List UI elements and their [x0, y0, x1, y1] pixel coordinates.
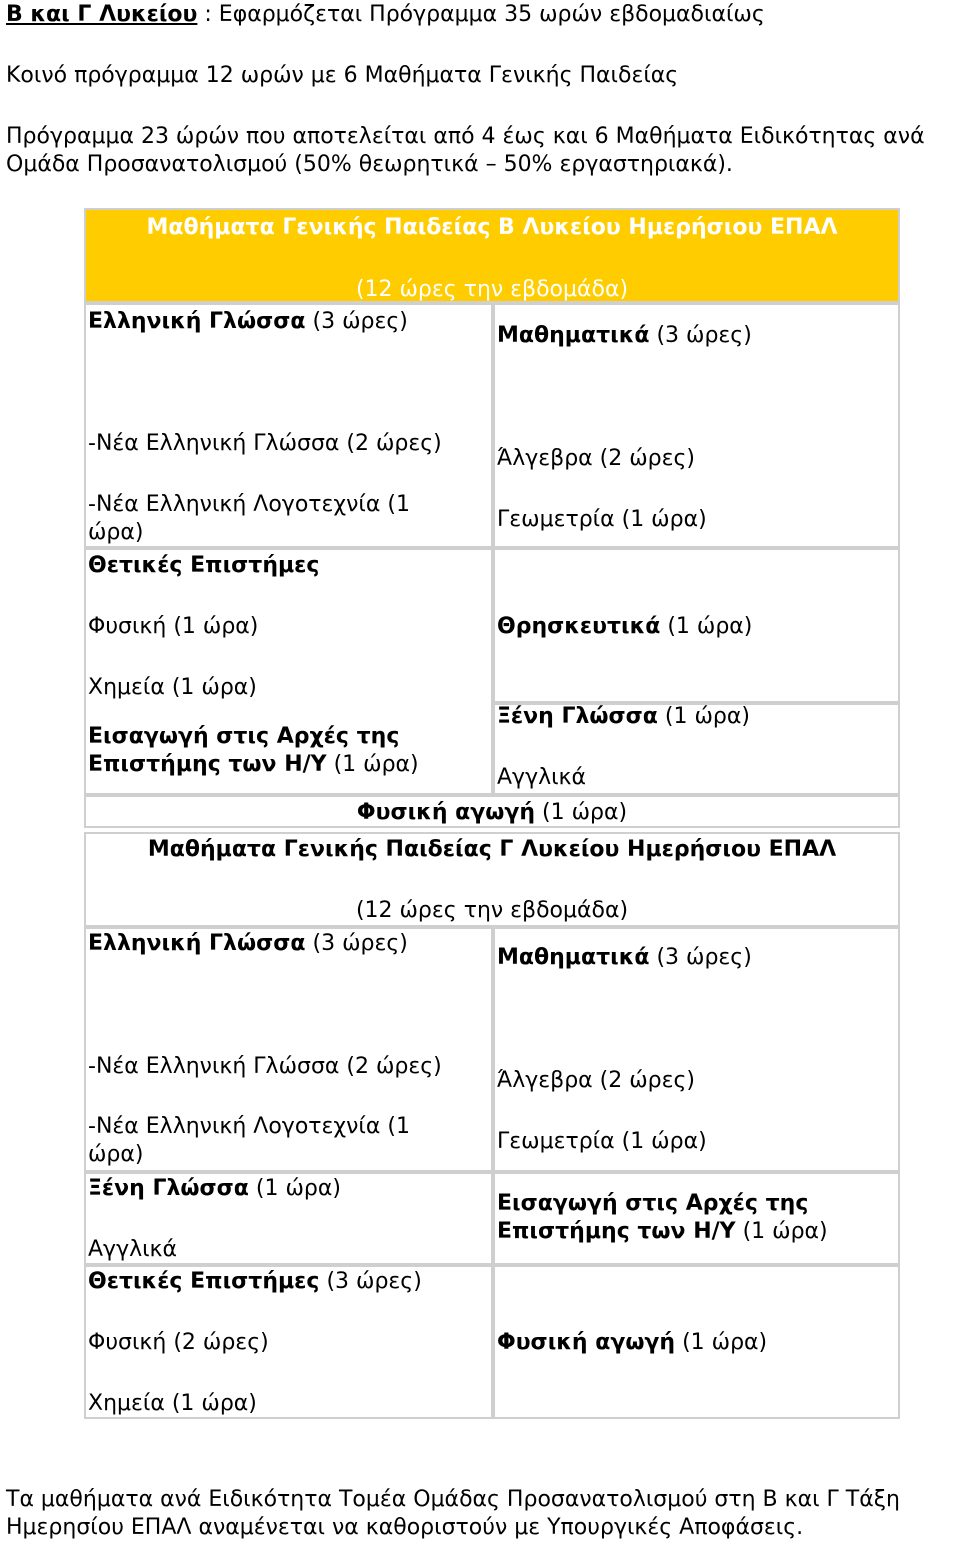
table-b-neg-literature-a: -Νέα Ελληνική Λογοτεχνία (1: [88, 492, 410, 517]
table-b-pe-hours: (1 ώρα): [535, 800, 628, 825]
table-b-foreign: [497, 703, 750, 731]
table-c-math-title: Μαθηματικά: [497, 945, 650, 970]
table-c-lykeiou: [84, 832, 900, 1419]
table-c-foreign-cell: [84, 1172, 493, 1265]
table-b-math-title: Μαθηματικά: [497, 323, 650, 348]
footer-line-2: Ημερησίου ΕΠΑΛ αναμένεται να καθοριστούν με Υπουργικές Αποφάσεις.: [6, 1515, 804, 1540]
intro-line-3b: Ομάδα Προσανατολισμού (50% θεωρητικά – 50% εργαστηριακά).: [6, 152, 733, 177]
table-b-religion: [497, 613, 752, 641]
table-c-english: Αγγλικά: [88, 1237, 178, 1262]
table-c-foreign-title: Ξένη Γλώσσα: [88, 1176, 249, 1201]
table-b-greek-hours: (3 ώρες): [305, 309, 408, 334]
table-c-algebra: Άλγεβρα (2 ώρες): [497, 1068, 696, 1093]
table-b-religion-title: Θρησκευτικά: [497, 614, 661, 639]
table-c-science-hours: (3 ώρες): [319, 1269, 422, 1294]
table-b-cs-title-b: Επιστήμης των Η/Υ: [88, 752, 327, 777]
table-b-cs-hours: (1 ώρα): [326, 752, 419, 777]
table-c-subtitle: (12 ώρες την εβδομάδα): [355, 898, 629, 923]
table-b-geometry: Γεωμετρία (1 ώρα): [497, 507, 707, 532]
table-b-algebra: Άλγεβρα (2 ώρες): [497, 446, 696, 471]
table-b-subtitle: (12 ώρες την εβδομάδα): [355, 277, 629, 302]
table-c-title: Μαθήματα Γενικής Παιδείας Γ Λυκείου Ημερήσιου ΕΠΑΛ: [147, 837, 837, 862]
table-c-cs-title-b: Επιστήμης των Η/Υ: [497, 1219, 736, 1244]
table-b-pe-cell: [84, 795, 900, 828]
table-c-science-heading: [88, 1268, 422, 1296]
table-c-geometry: Γεωμετρία (1 ώρα): [497, 1129, 707, 1154]
table-b-math-heading: [497, 322, 752, 350]
table-c-physics: Φυσική (2 ώρες): [88, 1330, 269, 1355]
table-c-cs-line-2: [497, 1218, 828, 1246]
table-c-greek-heading: [88, 930, 408, 958]
table-b-math-hours: (3 ώρες): [649, 323, 752, 348]
intro-heading-bold: Β και Γ Λυκείου: [6, 2, 198, 27]
table-b-neg-literature-b: ώρα): [88, 520, 144, 545]
intro-line-3a: Πρόγραμμα 23 ώρών που αποτελείται από 4 έως και 6 Μαθήματα Ειδικότητας ανά: [6, 124, 925, 149]
table-c-foreign: [88, 1175, 341, 1203]
table-c-neg-literature-a: -Νέα Ελληνική Λογοτεχνία (1: [88, 1114, 410, 1139]
table-c-foreign-hours: (1 ώρα): [248, 1176, 341, 1201]
table-c-science-title: Θετικές Επιστήμες: [88, 1269, 320, 1294]
table-b-lykeiou: [84, 208, 900, 828]
table-b-neg-language: -Νέα Ελληνική Γλώσσα (2 ώρες): [88, 431, 442, 456]
table-c-greek-title: Ελληνική Γλώσσα: [88, 931, 306, 956]
table-c-math-hours: (3 ώρες): [649, 945, 752, 970]
table-c-math-heading: [497, 944, 752, 972]
table-c-cs-hours: (1 ώρα): [735, 1219, 828, 1244]
table-c-neg-literature-b: ώρα): [88, 1142, 144, 1167]
table-b-physics: Φυσική (1 ώρα): [88, 614, 259, 639]
table-b-title: Μαθήματα Γενικής Παιδείας Β Λυκείου Ημερήσιου ΕΠΑΛ: [146, 215, 838, 240]
intro-heading: [6, 1, 765, 29]
table-c-pe-hours: (1 ώρα): [675, 1330, 768, 1355]
table-b-science-title: Θετικές Επιστήμες: [88, 553, 320, 578]
table-b-foreign-hours: (1 ώρα): [657, 704, 750, 729]
table-b-pe: [86, 799, 898, 827]
intro-heading-rest: : Εφαρμόζεται Πρόγραμμα 35 ωρών εβδομαδιαίως: [197, 2, 765, 27]
table-b-greek-title: Ελληνική Γλώσσα: [88, 309, 306, 334]
table-b-header-cell: [84, 208, 900, 303]
table-b-foreign-cell: [493, 703, 900, 795]
table-b-religion-hours: (1 ώρα): [660, 614, 753, 639]
table-c-pe-title: Φυσική αγωγή: [497, 1330, 676, 1355]
table-b-chemistry: Χημεία (1 ώρα): [88, 675, 257, 700]
table-b-foreign-title: Ξένη Γλώσσα: [497, 704, 658, 729]
table-b-pe-title: Φυσική αγωγή: [356, 800, 536, 825]
table-c-chemistry: Χημεία (1 ώρα): [88, 1391, 257, 1416]
intro-line-2: Κοινό πρόγραμμα 12 ωρών με 6 Μαθήματα Γενικής Παιδείας: [6, 63, 679, 88]
table-c-neg-language: -Νέα Ελληνική Γλώσσα (2 ώρες): [88, 1054, 442, 1079]
table-c-pe-cell: [493, 1265, 900, 1419]
table-c-math-cell: [493, 927, 900, 1172]
table-c-science-cell: [84, 1265, 493, 1419]
table-b-cs-title-a: Εισαγωγή στις Αρχές της: [88, 724, 400, 749]
table-c-cs-cell: [493, 1172, 900, 1265]
table-c-greek-hours: (3 ώρες): [305, 931, 408, 956]
table-b-english: Αγγλικά: [497, 765, 587, 790]
table-c-pe: [497, 1329, 767, 1357]
table-b-religion-cell: [493, 548, 900, 703]
table-b-math-cell: [493, 303, 900, 548]
table-b-greek-heading: [88, 308, 408, 336]
table-b-greek-cell: [84, 303, 493, 548]
footer-line-1: Τα μαθήματα ανά Ειδικότητα Τομέα Ομάδας Προσανατολισμού στη Β και Γ Τάξη: [6, 1487, 900, 1512]
table-c-greek-cell: [84, 927, 493, 1172]
table-c-cs-title-a: Εισαγωγή στις Αρχές της: [497, 1191, 809, 1216]
table-b-cs-line-2: [88, 751, 419, 779]
table-b-science-cell: [84, 548, 493, 795]
table-c-header-cell: [84, 832, 900, 927]
